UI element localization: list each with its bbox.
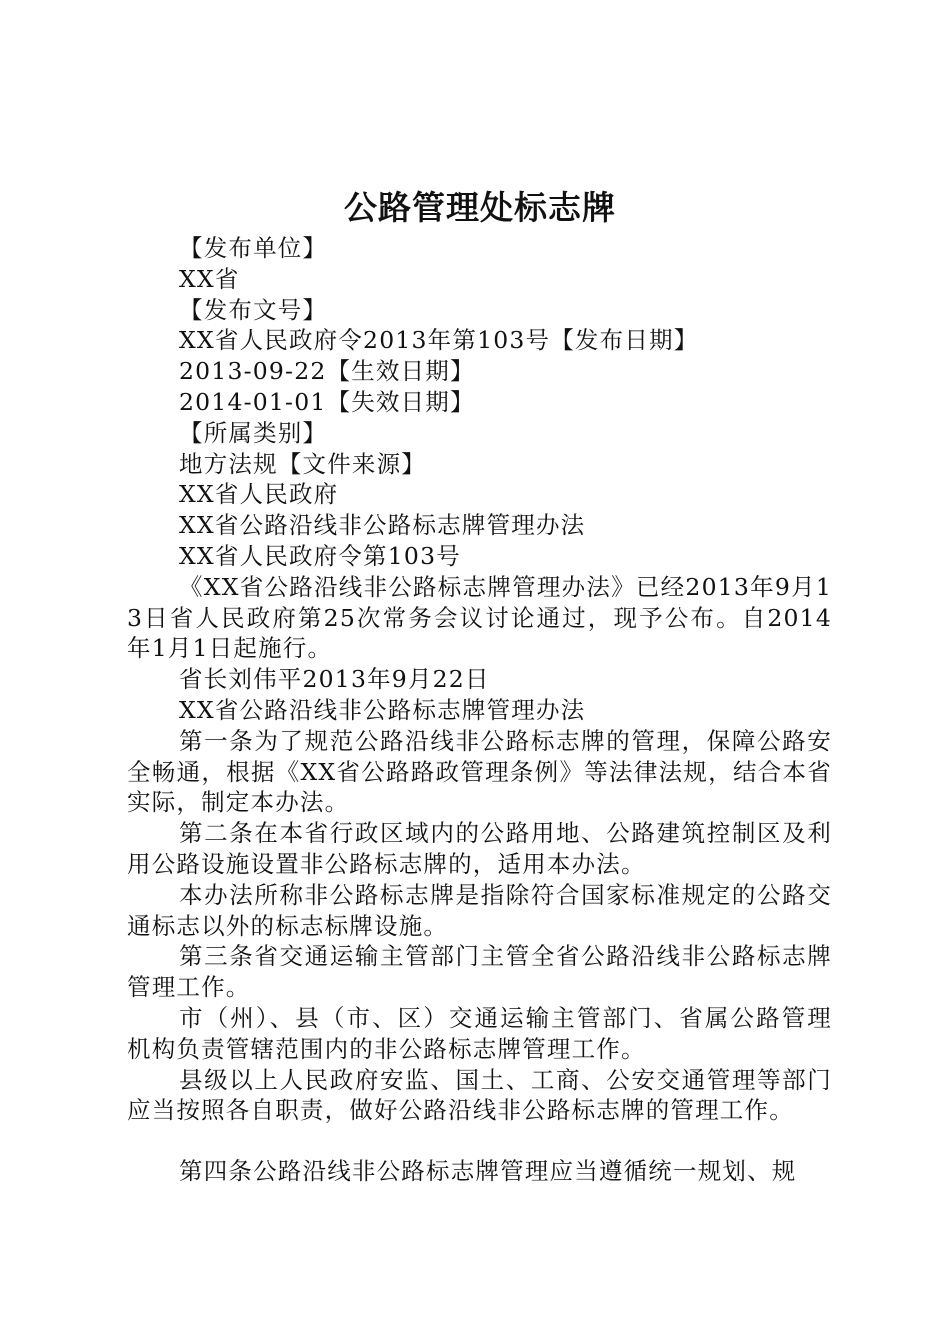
paragraph-gap (127, 1126, 832, 1156)
paragraph: XX省 (179, 264, 240, 293)
paragraph: XX省人民政府令第103号 (179, 541, 461, 570)
paragraph: 省长刘伟平2013年9月22日 (179, 665, 490, 694)
paragraph: XX省人民政府令2013年第103号【发布日期】 (179, 326, 699, 355)
paragraph: XX省公路沿线非公路标志牌管理办法 (179, 511, 586, 540)
document-title: 公路管理处标志牌 (344, 188, 616, 227)
paragraph: 【所属类别】 (179, 418, 328, 447)
paragraph: 县级以上人民政府安监、国土、工商、公安交通管理等部门应当按照各自职责，做好公路沿线非公路标志牌的管理工作。 (127, 1065, 832, 1125)
paragraph: 第四条公路沿线非公路标志牌管理应当遵循统一规划、规 (179, 1157, 797, 1186)
paragraph: 地方法规【文件来源】 (179, 449, 426, 478)
paragraph: 市（州）、县（市、区）交通运输主管部门、省属公路管理机构负责管辖范围内的非公路标志牌管理工作。 (127, 1003, 832, 1063)
paragraph: 2013-09-22【生效日期】 (179, 357, 475, 386)
paragraph: 《XX省公路沿线非公路标志牌管理办法》已经2013年9月13日省人民政府第25次常务会议讨论通过，现予公布。自2014年1月1日起施行。 (127, 572, 832, 663)
paragraph: 2014-01-01【失效日期】 (179, 387, 475, 416)
paragraph: 本办法所称非公路标志牌是指除符合国家标准规定的公路交通标志以外的标志标牌设施。 (127, 880, 832, 940)
paragraph: 第三条省交通运输主管部门主管全省公路沿线非公路标志牌管理工作。 (127, 942, 832, 1002)
paragraph: 【发布文号】 (179, 295, 328, 324)
document-body (127, 233, 832, 1187)
paragraph: 第二条在本省行政区域内的公路用地、公路建筑控制区及利用公路设施设置非公路标志牌的，适用本办法。 (127, 819, 832, 878)
paragraph: 第一条为了规范公路沿线非公路标志牌的管理，保障公路安全畅通，根据《XX省公路路政管理条例》等法律法规，结合本省实际，制定本办法。 (127, 726, 832, 817)
paragraph: XX省人民政府 (179, 480, 339, 509)
paragraph: XX省公路沿线非公路标志牌管理办法 (179, 695, 586, 724)
paragraph: 【发布单位】 (179, 234, 328, 262)
